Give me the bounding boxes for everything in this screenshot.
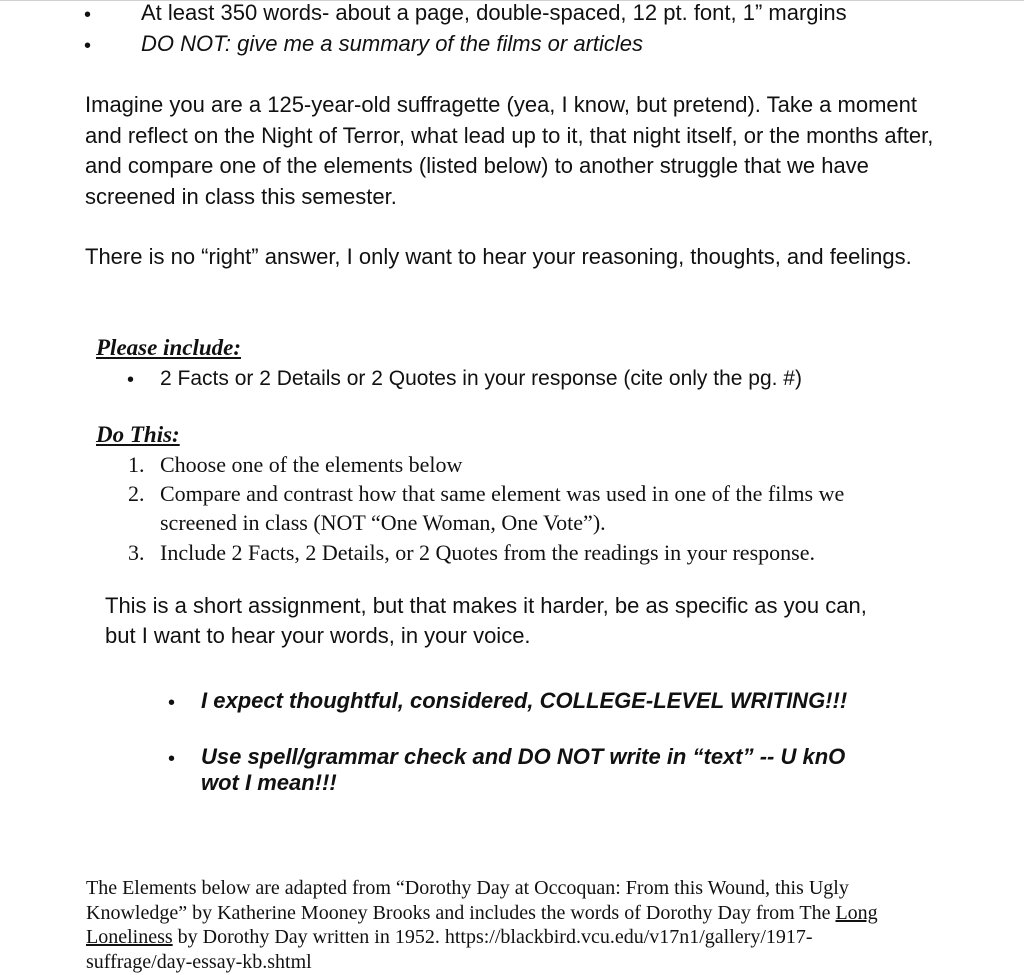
bullet-marker: • [168, 692, 176, 714]
expectation-item: I expect thoughtful, considered, COLLEGE-LEVEL WRITING!!! [201, 688, 848, 713]
include-item: 2 Facts or 2 Details or 2 Quotes in your response (cite only the pg. #) [160, 367, 802, 390]
short-assignment-paragraph: This is a short assignment, but that makes it harder, be as specific as you can, but I want to hear your words, in your voice. [105, 593, 867, 648]
step-text: Choose one of the elements below [160, 452, 463, 477]
step-text: Compare and contrast how that same element was used in one of the films we screened in class (NOT “One Woman, One Vote”). [160, 481, 845, 535]
step-number: 2. [128, 481, 145, 506]
please-include-heading: Please include: [96, 335, 241, 360]
source-note-tail: by Dorothy Day written in 1952. https://blackbird.vcu.edu/v17n1/gallery/1917-suffrage/day-essay-kb.shtml [86, 926, 813, 973]
step-text: Include 2 Facts, 2 Details, or 2 Quotes from the readings in your response. [160, 540, 815, 565]
bullet-marker: • [84, 35, 92, 57]
bullet-marker: • [84, 4, 92, 26]
no-right-answer-paragraph: There is no “right” answer, I only want to hear your reasoning, thoughts, and feelings. [85, 244, 912, 269]
elements-source-note [86, 876, 916, 974]
step-number: 1. [128, 452, 145, 477]
bullet-marker: • [127, 369, 135, 391]
step-number: 3. [128, 540, 145, 565]
source-note-lead: The Elements below are adapted from “Dorothy Day at Occoquan: From this Wound, this Ugly Knowledge” by Katherine Mooney Brooks and includes the words of Dorothy Day from The [86, 877, 849, 924]
do-this-heading: Do This: [96, 422, 180, 447]
book-title: Long Loneliness [86, 901, 878, 948]
bullet-marker: • [168, 748, 176, 770]
requirement-word-count: At least 350 words- about a page, double-spaced, 12 pt. font, 1” margins [141, 0, 847, 25]
intro-paragraph: Imagine you are a 125-year-old suffragette (yea, I know, but pretend). Take a moment and reflect on the Night of Terror, what lead up to it, that night itself, or the months after, and compare one of the elements (listed below) to another struggle that we have screened in class this semester. [85, 92, 934, 209]
expectation-item: Use spell/grammar check and DO NOT write in “text” -- U knO wot I mean!!! [201, 744, 846, 795]
requirement-no-summary: DO NOT: give me a summary of the films or articles [141, 31, 644, 56]
